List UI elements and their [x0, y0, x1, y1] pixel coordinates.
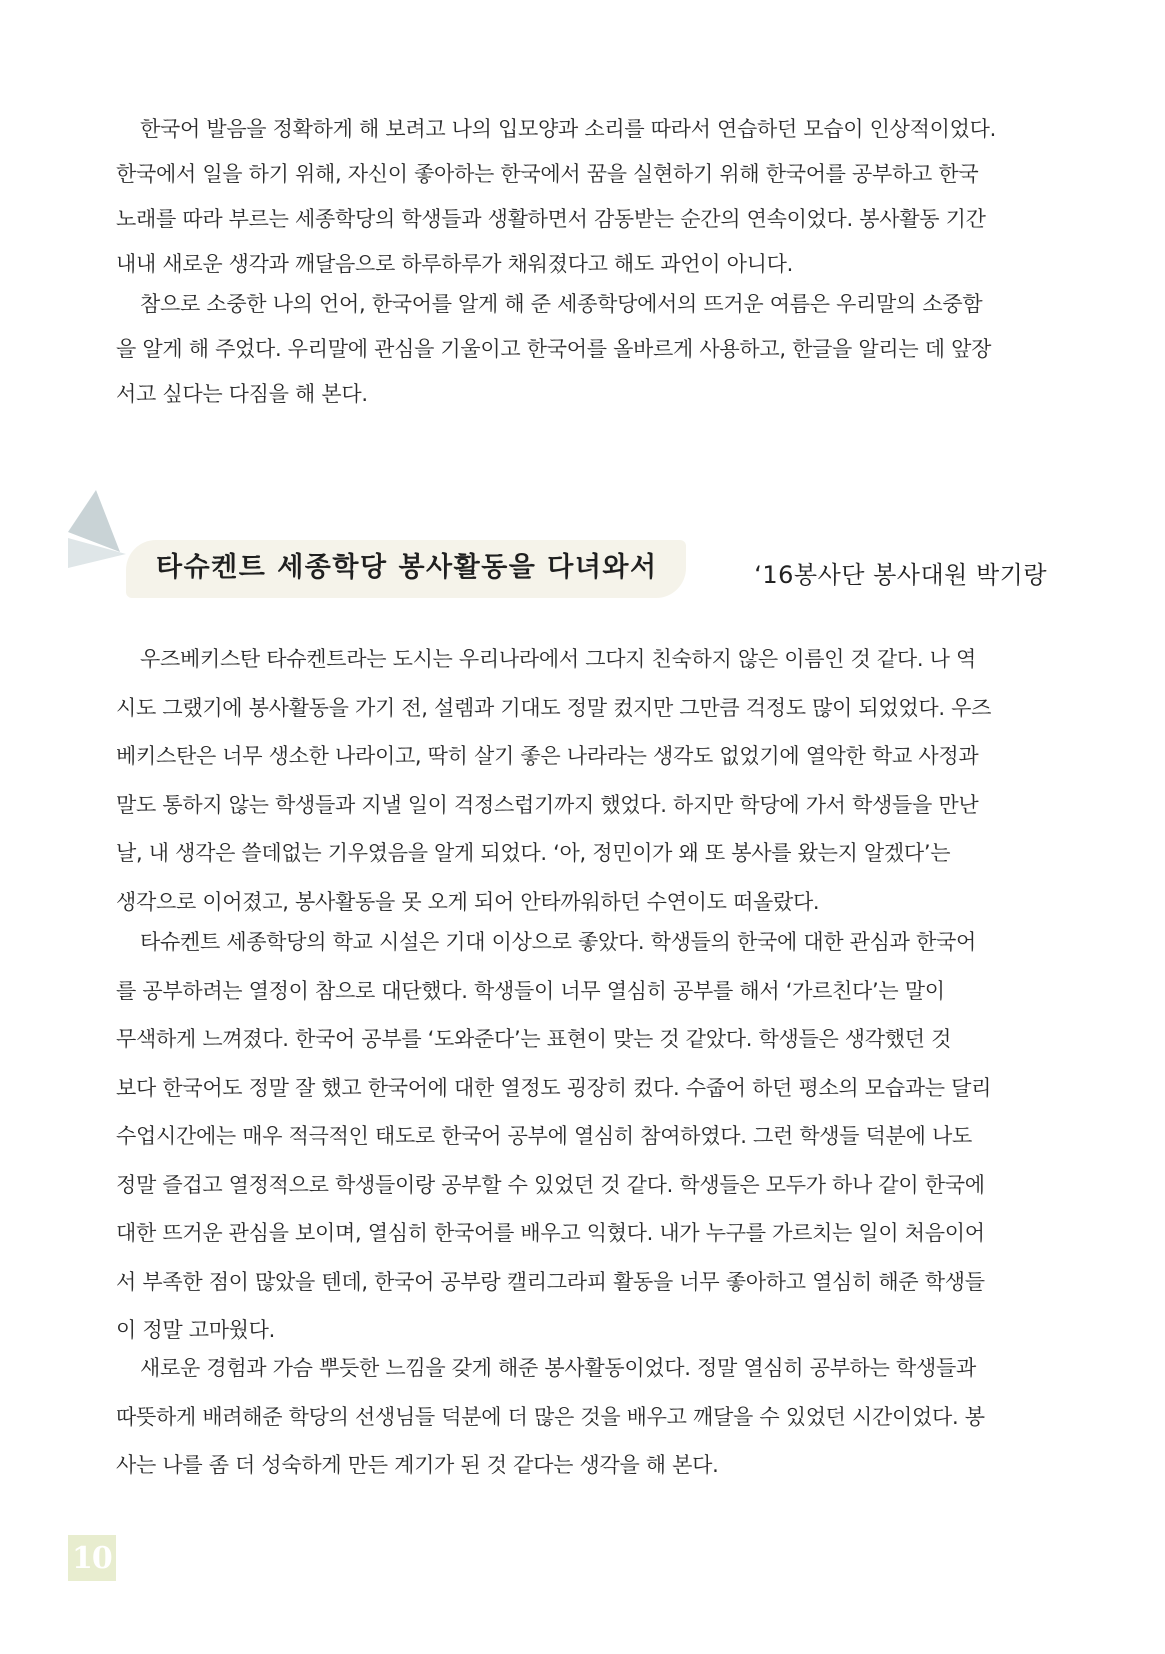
text-line: 시도 그랬기에 봉사활동을 가기 전, 설렘과 기대도 정말 컸지만 그만큼 걱정도 많이 되었었다. 우즈: [116, 695, 992, 720]
text-line: 사는 나를 좀 더 성숙하게 만든 계기가 된 것 같다는 생각을 해 본다.: [116, 1453, 719, 1477]
body-paragraph-1: [116, 635, 1046, 926]
text-line: 서고 싶다는 다짐을 해 본다.: [116, 382, 368, 406]
text-line: 서 부족한 점이 많았을 텐데, 한국어 공부랑 캘리그라피 활동을 너무 좋아하고 열심히 해준 학생들: [116, 1269, 985, 1294]
text-line: 참으로 소중한 나의 언어, 한국어를 알게 해 준 세종학당에서의 뜨거운 여름은 우리말의 소중함: [140, 292, 983, 316]
body-paragraph-2: [116, 918, 1046, 1355]
text-line: 내내 새로운 생각과 깨달음으로 하루하루가 채워졌다고 해도 과언이 아니다.: [116, 252, 793, 276]
text-line: 타슈켄트 세종학당의 학교 시설은 기대 이상으로 좋았다. 학생들의 한국에 대한 관심과 한국어: [140, 930, 976, 954]
text-line: 베키스탄은 너무 생소한 나라이고, 딱히 살기 좋은 나라라는 생각도 없었기에 열악한 학교 사정과: [116, 744, 979, 768]
text-line: 한국에서 일을 하기 위해, 자신이 좋아하는 한국에서 꿈을 실현하기 위해 한국어를 공부하고 한국: [116, 162, 979, 186]
author-byline: ‘16봉사단 봉사대원 박기랑: [754, 561, 1047, 589]
text-line: 우즈베키스탄 타슈켄트라는 도시는 우리나라에서 그다지 친숙하지 않은 이름인 것 같다. 나 역: [140, 647, 976, 671]
text-line: 한국어 발음을 정확하게 해 보려고 나의 입모양과 소리를 따라서 연습하던 모습이 인상적이었다.: [140, 117, 996, 141]
text-line: 보다 한국어도 정말 잘 했고 한국어에 대한 열정도 굉장히 컸다. 수줍어 하던 평소의 모습과는 달리: [116, 1075, 992, 1100]
text-line: 정말 즐겁고 열정적으로 학생들이랑 공부할 수 있었던 것 같다. 학생들은 모두가 하나 같이 한국에: [116, 1172, 985, 1197]
section-title: 타슈켄트 세종학당 봉사활동을 다녀와서: [156, 552, 658, 583]
page-number: 10: [72, 1541, 112, 1576]
text-line: 노래를 따라 부르는 세종학당의 학생들과 생활하면서 감동받는 순간의 연속이었다. 봉사활동 기간: [116, 207, 986, 231]
text-line: 날, 내 생각은 쓸데없는 기우였음을 알게 되었다. ‘아, 정민이가 왜 또 봉사를 왔는지 알겠다’는: [116, 841, 951, 865]
text-line: 대한 뜨거운 관심을 보이며, 열심히 한국어를 배우고 익혔다. 내가 누구를 가르치는 일이 처음이어: [116, 1221, 985, 1245]
text-line: 이 정말 고마웠다.: [116, 1318, 276, 1342]
text-line: 말도 통하지 않는 학생들과 지낼 일이 걱정스럽기까지 했었다. 하지만 학당에 가서 학생들을 만난: [116, 792, 979, 817]
text-line: 따뜻하게 배려해준 학당의 선생님들 덕분에 더 많은 것을 배우고 깨달을 수 있었던 시간이었다. 봉: [116, 1404, 985, 1429]
text-line: 을 알게 해 주었다. 우리말에 관심을 기울이고 한국어를 올바르게 사용하고, 한글을 알리는 데 앞장: [116, 337, 992, 361]
text-line: 무색하게 느껴졌다. 한국어 공부를 ‘도와준다’는 표현이 맞는 것 같았다. 학생들은 생각했던 것: [116, 1027, 952, 1051]
body-paragraph-3: [116, 1344, 1046, 1490]
text-line: 새로운 경험과 가슴 뿌듯한 느낌을 갖게 해준 봉사활동이었다. 정말 열심히 공부하는 학생들과: [140, 1356, 976, 1380]
text-line: 를 공부하려는 열정이 참으로 대단했다. 학생들이 너무 열심히 공부를 해서 ‘가르친다’는 말이: [116, 978, 945, 1003]
text-line: 수업시간에는 매우 적극적인 태도로 한국어 공부에 열심히 참여하였다. 그런 학생들 덕분에 나도: [116, 1124, 972, 1148]
text-line: 생각으로 이어졌고, 봉사활동을 못 오게 되어 안타까워하던 수연이도 떠올랐다.: [116, 889, 820, 914]
intro-paragraph-2: [116, 282, 1046, 417]
intro-paragraph-1: [116, 107, 1046, 287]
